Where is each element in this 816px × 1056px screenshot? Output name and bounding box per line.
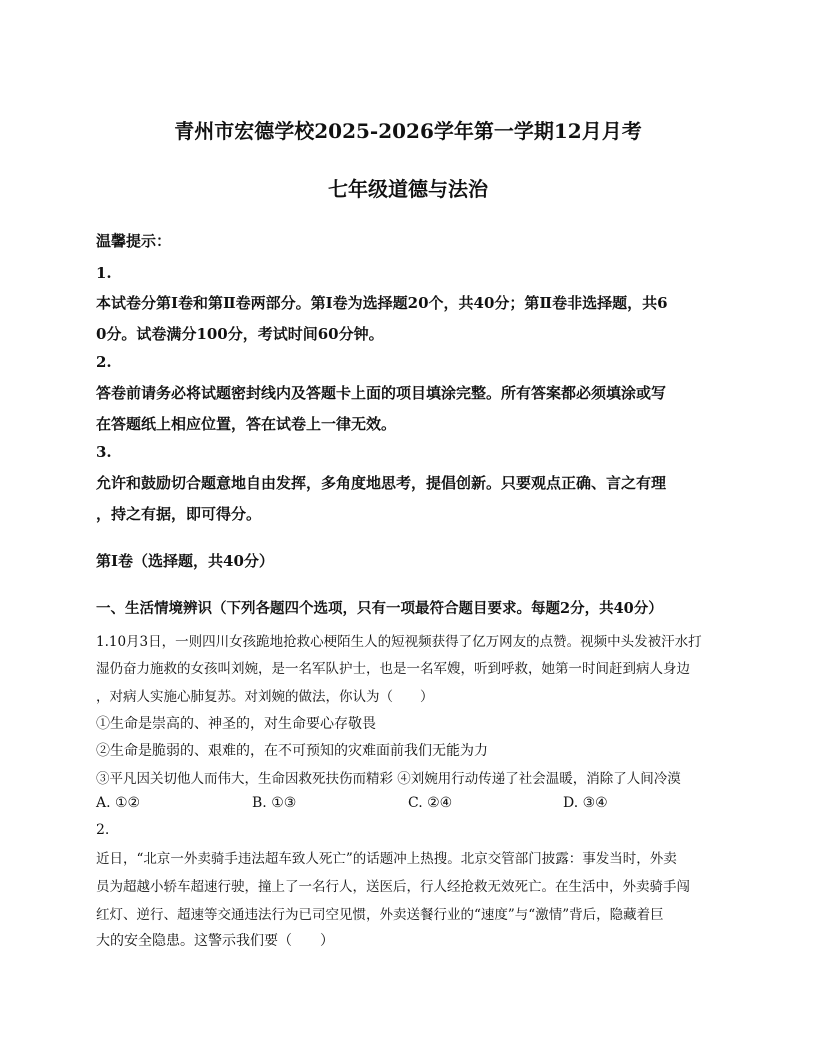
notice-item-2-number: 2. bbox=[96, 353, 112, 371]
q2-stem-line-1: 近日，“北京一外卖骑手违法超车致人死亡”的话题冲上热搜。北京交管部门披露：事发当时，外卖 bbox=[96, 851, 677, 867]
notice-item-1-number: 1. bbox=[96, 264, 112, 282]
notice-item-2-line-1: 答卷前请务必将试题密封线内及答题卡上面的项目填涂完整。所有答案都必须填涂或写 bbox=[96, 384, 667, 402]
q2-stem-line-3: 红灯、逆行、超速等交通违法行为已司空见惯，外卖送餐行业的“速度”与“激情”背后，隐藏着巨 bbox=[96, 907, 664, 923]
part1-heading: 第Ⅰ卷（选择题，共40分） bbox=[96, 552, 274, 570]
notice-item-3-line-2: ，持之有据，即可得分。 bbox=[96, 505, 262, 523]
q1-stem-line-1: 1.10月3日，一则四川女孩跪地抢救心梗陌生人的短视频获得了亿万网友的点赞。视频中头发被汗水打 bbox=[96, 634, 702, 650]
q1-stem-line-2: 湿仍奋力施救的女孩叫刘婉，是一名军队护士，也是一名军嫂，听到呼救，她第一时间赶到病人身边 bbox=[96, 661, 690, 677]
q1-stem-line-3: ，对病人实施心肺复苏。对刘婉的做法，你认为（ ） bbox=[96, 689, 434, 705]
notice-item-3-number: 3. bbox=[96, 443, 112, 461]
q1-option-a: A. ①② bbox=[96, 795, 141, 811]
notice-item-2-line-2: 在答题纸上相应位置，答在试卷上一律无效。 bbox=[96, 415, 397, 433]
notice-item-3-line-1: 允许和鼓励切合题意地自由发挥，多角度地思考，提倡创新。只要观点正确、言之有理 bbox=[96, 474, 667, 492]
notice-item-1-line-2: 0分。试卷满分100分，考试时间60分钟。 bbox=[96, 325, 384, 343]
q2-stem-line-4: 大的安全隐患。这警示我们要（ ） bbox=[96, 933, 334, 949]
notice-item-1-line-1: 本试卷分第Ⅰ卷和第Ⅱ卷两部分。第Ⅰ卷为选择题20个，共40分；第Ⅱ卷非选择题，共6 bbox=[96, 294, 668, 312]
q2-stem-line-2: 员为超越小轿车超速行驶，撞上了一名行人，送医后，行人经抢救无效死亡。在生活中，外卖骑手闯 bbox=[96, 879, 690, 895]
q1-statement-2: ②生命是脆弱的、艰难的，在不可预知的灾难面前我们无能为力 bbox=[96, 743, 488, 759]
q1-option-d: D. ③④ bbox=[563, 795, 608, 811]
notice-heading: 温馨提示： bbox=[96, 232, 172, 250]
exam-subtitle: 七年级道德与法治 bbox=[328, 177, 488, 201]
q2-number: 2. bbox=[96, 822, 110, 838]
q1-option-c: C. ②④ bbox=[408, 795, 453, 811]
q1-statement-1: ①生命是崇高的、神圣的，对生命要心存敬畏 bbox=[96, 716, 376, 732]
q1-statement-3: ③平凡因关切他人而伟大，生命因救死扶伤而精彩 ④刘婉用行动传递了社会温暖，消除了人间冷漠 bbox=[96, 771, 681, 787]
section1-heading: 一、生活情境辨识（下列各题四个选项，只有一项最符合题目要求。每题2分，共40分） bbox=[96, 600, 663, 617]
exam-title: 青州市宏德学校2025-2026学年第一学期12月月考 bbox=[174, 119, 642, 143]
q1-option-b: B. ①③ bbox=[252, 795, 297, 811]
